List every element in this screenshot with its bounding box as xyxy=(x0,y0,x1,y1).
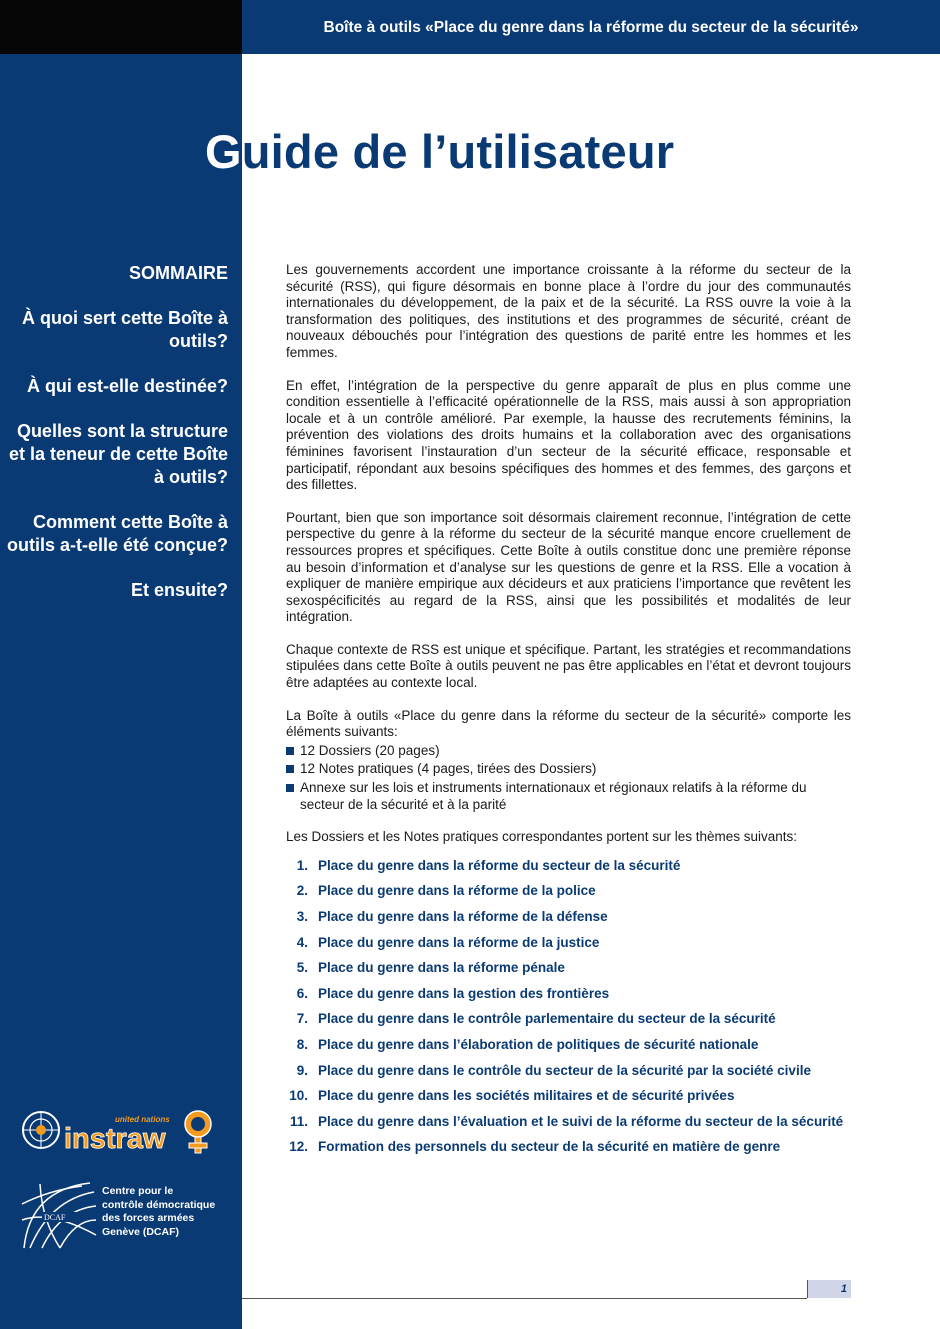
themes-intro: Les Dossiers et les Notes pratiques correspondantes portent sur les thèmes suivants: xyxy=(286,829,798,845)
themes-list xyxy=(286,858,851,1156)
theme-item[interactable] xyxy=(286,1011,851,1027)
theme-item[interactable] xyxy=(286,1037,851,1053)
theme-number: 8. xyxy=(296,1036,308,1052)
toc-item-design[interactable]: Comment cette Boîte à outils a-t-elle été conçue? xyxy=(6,512,228,555)
list-item: 12 Dossiers (20 pages) xyxy=(286,743,851,760)
list-item: Annexe sur les lois et instruments internationaux et régionaux relatifs à la réforme du secteur de la sécurité et à la parité xyxy=(286,780,851,813)
paragraph: En effet, l’intégration de la perspective du genre apparaît de plus en plus comme une condition essentielle à l’efficacité opérationnelle de la RSS, mais aussi à son appropriation locale et à un contrôle amélioré. Par exemple, la hausse des recrutements féminins, la prévention des violations des droits humains et la collaboration avec des organisations féminines favorisent l’instauration d’un secteur de la sécurité efficace, responsable et participatif, répondant aux besoins spécifiques des hommes et des femmes, des garçons et des fillettes. xyxy=(286,377,851,493)
page-title-initial: G xyxy=(205,125,242,178)
instraw-small-text: united nations xyxy=(115,1115,170,1124)
list-item: 12 Notes pratiques (4 pages, tirées des Dossiers) xyxy=(286,761,851,778)
components-list xyxy=(286,743,851,813)
theme-title: Place du genre dans le contrôle du secteur de la sécurité par la société civile xyxy=(318,1062,811,1078)
theme-number: 5. xyxy=(296,960,308,976)
theme-item[interactable] xyxy=(286,1063,851,1079)
theme-number: 12. xyxy=(289,1139,308,1155)
theme-item[interactable] xyxy=(286,883,851,899)
theme-number: 9. xyxy=(296,1062,308,1078)
theme-title: Place du genre dans la gestion des frontières xyxy=(318,985,610,1001)
theme-title: Place du genre dans la réforme du secteur de la sécurité xyxy=(318,857,681,873)
theme-item[interactable] xyxy=(286,1114,851,1130)
paragraph: Pourtant, bien que son importance soit désormais clairement reconnue, l’intégration de cette perspective du genre à la réforme du secteur de la sécurité manque encore cruellement de ressources propres et spécifiques. Cette Boîte à outils constitue donc une première réponse au besoin d’information et d’analyse sur les questions de genre et la RSS. Elle a vocation à expliquer de manière empirique aux décideurs et aux praticiens l’importance que revêtent les sexospécificités au regard de la RSS, ainsi que les possibilités et modalités de leur intégration. xyxy=(286,509,851,625)
dcaf-name-line: des forces armées xyxy=(102,1212,195,1224)
theme-item[interactable] xyxy=(286,1139,851,1155)
instraw-logo xyxy=(20,1108,220,1156)
theme-title: Place du genre dans le contrôle parlementaire du secteur de la sécurité xyxy=(318,1011,776,1027)
toc-item-next[interactable]: Et ensuite? xyxy=(130,580,228,600)
instraw-wordmark: instraw xyxy=(64,1123,166,1155)
theme-title: Place du genre dans la réforme de la défense xyxy=(318,909,608,924)
toc-heading[interactable]: SOMMAIRE xyxy=(129,263,228,283)
dcaf-name-line: contrôle démocratique xyxy=(102,1198,216,1211)
theme-item[interactable] xyxy=(286,858,851,874)
main-content xyxy=(286,262,851,1165)
dcaf-name-line: Genève (DCAF) xyxy=(102,1225,180,1238)
female-symbol-icon xyxy=(185,1111,211,1153)
dcaf-logo xyxy=(20,1180,100,1250)
theme-item[interactable] xyxy=(286,935,851,951)
theme-number: 1. xyxy=(296,857,308,873)
theme-number: 10. xyxy=(289,1088,308,1104)
header-black-block xyxy=(0,0,242,54)
theme-title: Place du genre dans la réforme de la police xyxy=(318,883,596,899)
toc-item-structure[interactable]: Quelles sont la structure et la teneur de cette Boîte à outils? xyxy=(8,421,228,487)
theme-title: Place du genre dans la réforme pénale xyxy=(318,960,565,976)
page-number: 1 xyxy=(807,1280,851,1298)
theme-number: 4. xyxy=(296,934,308,950)
theme-number: 6. xyxy=(296,985,308,1001)
paragraph: Chaque contexte de RSS est unique et spécifique. Partant, les stratégies et recommandations stipulées dans cette Boîte à outils peuvent ne pas être applicables en l’état et devront toujours être adaptées au contexte local. xyxy=(286,641,851,691)
dcaf-name-line: Centre pour le xyxy=(102,1185,174,1197)
theme-number: 11. xyxy=(289,1113,308,1129)
theme-item[interactable] xyxy=(286,1088,851,1104)
theme-item[interactable] xyxy=(286,909,851,925)
theme-title: Place du genre dans l’élaboration de politiques de sécurité nationale xyxy=(318,1036,759,1052)
dcaf-name xyxy=(102,1185,215,1239)
theme-number: 3. xyxy=(296,909,308,924)
theme-title: Place du genre dans la réforme de la justice xyxy=(318,934,600,950)
table-of-contents xyxy=(3,262,228,624)
theme-title: Place du genre dans l’évaluation et le suivi de la réforme du secteur de la sécurité xyxy=(318,1113,844,1129)
theme-number: 2. xyxy=(296,883,308,899)
theme-item[interactable] xyxy=(286,986,851,1002)
toc-item-purpose[interactable]: À quoi sert cette Boîte à outils? xyxy=(21,308,228,351)
footer-rule xyxy=(242,1298,807,1299)
dcaf-label: DCAF xyxy=(44,1213,66,1222)
theme-title: Formation des personnels du secteur de la sécurité en matière de genre xyxy=(318,1139,781,1155)
page-title-rest: uide de l’utilisateur xyxy=(241,125,675,178)
toc-item-audience[interactable]: À qui est-elle destinée? xyxy=(26,376,228,396)
page-title xyxy=(205,122,674,182)
paragraph: La Boîte à outils «Place du genre dans la réforme du secteur de la sécurité» comporte les éléments suivants: xyxy=(286,707,851,740)
theme-title: Place du genre dans les sociétés militaires et de sécurité privées xyxy=(318,1088,735,1104)
theme-number: 7. xyxy=(296,1011,308,1027)
paragraph: Les gouvernements accordent une importance croissante à la réforme du secteur de la sécurité (RSS), qui figure désormais en bonne place à l’ordre du jour des communautés internationales du développement, de la paix et de la sécurité. La RSS ouvre la voie à la transformation des politiques, des institutions et des programmes de sécurité, créant de nouveaux débouchés pour l’intégration des questions de parité entre les hommes et les femmes. xyxy=(286,262,851,360)
theme-item[interactable] xyxy=(286,960,851,976)
header-title: Boîte à outils «Place du genre dans la réforme du secteur de la sécurité» xyxy=(323,19,859,36)
